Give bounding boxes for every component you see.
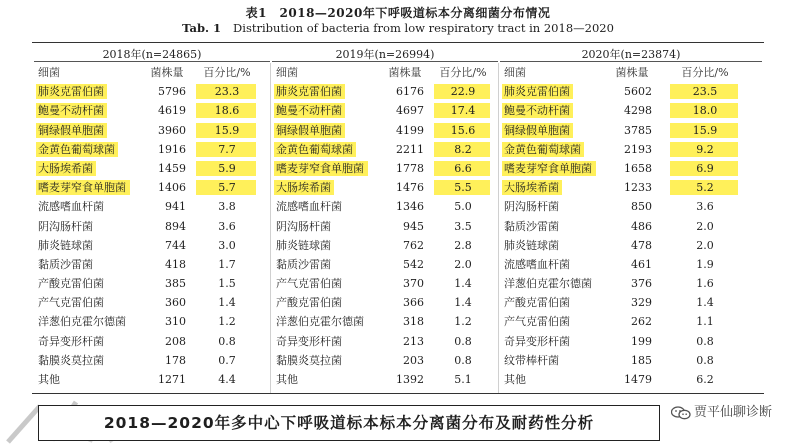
table-row <box>276 101 496 120</box>
strain-count: 4697 <box>396 104 424 118</box>
strain-count: 5602 <box>624 85 652 99</box>
bacteria-name: 产酸克雷伯菌 <box>504 296 570 310</box>
bacteria-name: 产气克雷伯菌 <box>38 296 104 310</box>
strain-count: 199 <box>631 334 652 348</box>
percentage: 0.8 <box>454 353 472 367</box>
strain-count: 5796 <box>158 85 186 99</box>
table-row <box>504 140 762 159</box>
bacteria-name: 大肠埃希菌 <box>38 161 93 175</box>
percentage: 1.1 <box>696 315 714 329</box>
percentage: 15.9 <box>692 123 718 137</box>
percentage: 23.5 <box>692 85 718 99</box>
group-rule-2020 <box>500 61 762 62</box>
table-title-cn: 表1 2018—2020年下呼吸道标本分离细菌分布情况 <box>245 6 551 20</box>
table-row <box>504 236 762 255</box>
strain-count: 418 <box>165 257 186 271</box>
strain-count: 6176 <box>396 85 424 99</box>
table-row <box>38 312 268 331</box>
strain-count: 203 <box>403 353 424 367</box>
table-row <box>38 159 268 178</box>
bacteria-name: 其他 <box>276 373 298 386</box>
table-row <box>504 293 762 312</box>
percentage: 0.8 <box>218 334 236 348</box>
bacteria-name: 铜绿假单胞菌 <box>276 123 342 137</box>
wechat-icon <box>671 406 691 420</box>
strain-count: 486 <box>631 219 652 233</box>
table-row <box>38 178 268 197</box>
table-row <box>38 101 268 120</box>
table-row <box>276 370 496 389</box>
table-row <box>276 255 496 274</box>
percentage: 18.0 <box>692 104 718 118</box>
percentage: 5.0 <box>454 200 472 214</box>
strain-count: 1658 <box>624 161 652 175</box>
percentage: 4.4 <box>218 373 236 386</box>
article-caption: 2018—2020年多中心下呼吸道标本标本分离菌分布及耐药性分析 <box>103 414 595 432</box>
percentage: 1.2 <box>218 315 236 329</box>
bacteria-name: 其他 <box>38 373 60 386</box>
strain-count: 762 <box>403 238 424 252</box>
strain-count: 941 <box>165 200 186 214</box>
bacteria-name: 嗜麦芽窄食单胞菌 <box>38 181 126 195</box>
column-header-bacteria: 细菌 <box>504 66 526 79</box>
bacteria-name: 洋葱伯克霍尔德菌 <box>38 315 126 329</box>
column-header-count: 菌株量 <box>388 66 422 79</box>
table-row <box>504 351 762 370</box>
table-row <box>504 332 762 351</box>
bacteria-name: 黏膜炎莫拉菌 <box>38 353 104 367</box>
bacteria-name: 产气克雷伯菌 <box>504 315 570 329</box>
strain-count: 850 <box>631 200 652 214</box>
bacteria-name: 阴沟肠杆菌 <box>276 219 331 233</box>
strain-count: 185 <box>631 353 652 367</box>
strain-count: 1406 <box>158 181 186 195</box>
group-rule-2018 <box>34 61 270 62</box>
strain-count: 894 <box>165 219 186 233</box>
bacteria-name: 铜绿假单胞菌 <box>38 123 104 137</box>
percentage: 6.6 <box>454 161 472 175</box>
table-row <box>38 370 268 389</box>
strain-count: 1778 <box>396 161 424 175</box>
caption-box <box>38 405 660 441</box>
table-row <box>38 121 268 140</box>
bacteria-name: 黏膜炎莫拉菌 <box>276 353 342 367</box>
bacteria-name: 其他 <box>504 373 526 386</box>
strain-count: 4298 <box>624 104 652 118</box>
table-row <box>504 178 762 197</box>
strain-count: 1346 <box>396 200 424 214</box>
strain-count: 213 <box>403 334 424 348</box>
bacteria-name: 产气克雷伯菌 <box>276 277 342 291</box>
strain-count: 4619 <box>158 104 186 118</box>
table-row <box>38 332 268 351</box>
percentage: 1.4 <box>696 296 714 310</box>
percentage: 3.0 <box>218 238 236 252</box>
percentage: 2.0 <box>454 257 472 271</box>
table-header-row <box>276 63 496 82</box>
table-row <box>38 217 268 236</box>
bacteria-name: 肺炎链球菌 <box>276 238 331 252</box>
table-row <box>276 121 496 140</box>
table-row <box>504 82 762 101</box>
percentage: 2.0 <box>696 238 714 252</box>
strain-count: 262 <box>631 315 652 329</box>
bacteria-name: 阴沟肠杆菌 <box>38 219 93 233</box>
percentage: 3.5 <box>454 219 472 233</box>
percentage: 15.9 <box>214 123 240 137</box>
table-row <box>276 351 496 370</box>
group-heading-2018: 2018年(n=24865) <box>102 48 202 61</box>
bacteria-name: 流感嗜血杆菌 <box>504 257 570 271</box>
column-header-percent: 百分比/% <box>681 66 729 79</box>
table-row <box>38 197 268 216</box>
percentage: 18.6 <box>214 104 240 118</box>
strain-count: 385 <box>165 277 186 291</box>
table-row <box>276 82 496 101</box>
bacteria-name: 阴沟肠杆菌 <box>504 200 559 214</box>
percentage: 0.8 <box>696 334 714 348</box>
table-title-en <box>0 21 796 35</box>
strain-count: 1233 <box>624 181 652 195</box>
percentage: 1.2 <box>454 315 472 329</box>
bacteria-name: 嗜麦芽窄食单胞菌 <box>276 161 364 175</box>
percentage: 5.9 <box>218 161 236 175</box>
table-row <box>276 217 496 236</box>
percentage: 5.1 <box>454 373 472 386</box>
strain-count: 2211 <box>396 142 424 156</box>
bacteria-name: 肺炎克雷伯菌 <box>276 85 342 99</box>
percentage: 3.6 <box>218 219 236 233</box>
bacteria-name: 肺炎链球菌 <box>38 238 93 252</box>
table-title-en-text: Distribution of bacteria from low respiratory tract in 2018—2020 <box>233 21 614 35</box>
percentage: 2.0 <box>696 219 714 233</box>
percentage: 6.9 <box>696 161 714 175</box>
strain-count: 318 <box>403 315 424 329</box>
column-header-count: 菌株量 <box>150 66 184 79</box>
column-header-bacteria: 细菌 <box>38 66 60 79</box>
bacteria-name: 大肠埃希菌 <box>276 181 331 195</box>
percentage: 17.4 <box>450 104 476 118</box>
bacteria-name: 金黄色葡萄球菌 <box>38 142 115 156</box>
table-row <box>276 332 496 351</box>
percentage: 3.8 <box>218 200 236 214</box>
group-heading-2019: 2019年(n=26994) <box>335 48 435 61</box>
bacteria-name: 流感嗜血杆菌 <box>276 200 342 214</box>
bacteria-name: 金黄色葡萄球菌 <box>276 142 353 156</box>
percentage: 0.8 <box>696 353 714 367</box>
strain-count: 3960 <box>158 123 186 137</box>
strain-count: 366 <box>403 296 424 310</box>
strain-count: 2193 <box>624 142 652 156</box>
percentage: 2.8 <box>454 238 472 252</box>
table-header-row <box>504 63 762 82</box>
bacteria-name: 黏质沙雷菌 <box>504 219 559 233</box>
percentage: 1.4 <box>454 296 472 310</box>
strain-count: 4199 <box>396 123 424 137</box>
table-row <box>504 159 762 178</box>
percentage: 1.5 <box>218 277 236 291</box>
column-header-count: 菌株量 <box>615 66 649 79</box>
strain-count: 1916 <box>158 142 186 156</box>
table-row <box>276 274 496 293</box>
strain-count: 1271 <box>158 373 186 386</box>
strain-count: 3785 <box>624 123 652 137</box>
bacteria-name: 鲍曼不动杆菌 <box>276 104 342 118</box>
table-row <box>276 236 496 255</box>
column-divider <box>498 63 499 393</box>
strain-count: 1459 <box>158 161 186 175</box>
table-bottom-rule <box>32 393 764 394</box>
table-row <box>276 178 496 197</box>
table-row <box>38 351 268 370</box>
table-row <box>504 121 762 140</box>
bacteria-name: 奇异变形杆菌 <box>504 334 570 348</box>
strain-count: 1476 <box>396 181 424 195</box>
strain-count: 310 <box>165 315 186 329</box>
percentage: 1.4 <box>454 277 472 291</box>
percentage: 1.9 <box>696 257 714 271</box>
bacteria-name: 嗜麦芽窄食单胞菌 <box>504 161 592 175</box>
percentage: 23.3 <box>214 85 240 99</box>
column-divider <box>270 63 271 393</box>
percentage: 5.5 <box>454 181 472 195</box>
strain-count: 178 <box>165 353 186 367</box>
percentage: 5.2 <box>696 181 714 195</box>
bacteria-name: 大肠埃希菌 <box>504 181 559 195</box>
strain-count: 744 <box>165 238 186 252</box>
strain-count: 542 <box>403 257 424 271</box>
percentage: 9.2 <box>696 142 714 156</box>
bacteria-name: 肺炎克雷伯菌 <box>504 85 570 99</box>
bacteria-name: 鲍曼不动杆菌 <box>38 104 104 118</box>
table-group-2020 <box>504 63 762 389</box>
bacteria-name: 纹带棒杆菌 <box>504 353 559 367</box>
bacteria-name: 洋葱伯克霍尔德菌 <box>276 315 364 329</box>
table-row <box>38 293 268 312</box>
strain-count: 370 <box>403 277 424 291</box>
table-row <box>38 274 268 293</box>
table-row <box>38 82 268 101</box>
bacteria-name: 流感嗜血杆菌 <box>38 200 104 214</box>
percentage: 0.8 <box>454 334 472 348</box>
strain-count: 329 <box>631 296 652 310</box>
strain-count: 1479 <box>624 373 652 386</box>
watermark-text: 贾平仙聊诊断 <box>693 405 772 420</box>
column-header-percent: 百分比/% <box>439 66 487 79</box>
table-row <box>38 255 268 274</box>
table-row <box>504 274 762 293</box>
strain-count: 461 <box>631 257 652 271</box>
table-header-row <box>38 63 268 82</box>
table-row <box>504 255 762 274</box>
bacteria-name: 黏质沙雷菌 <box>38 257 93 271</box>
percentage: 8.2 <box>454 142 472 156</box>
strain-count: 208 <box>165 334 186 348</box>
strain-count: 376 <box>631 277 652 291</box>
bacteria-name: 产酸克雷伯菌 <box>38 277 104 291</box>
table-row <box>276 197 496 216</box>
table-row <box>276 293 496 312</box>
watermark <box>671 402 772 424</box>
percentage: 1.6 <box>696 277 714 291</box>
table-row <box>504 370 762 389</box>
table-top-rule <box>32 42 764 43</box>
table-row <box>276 159 496 178</box>
bacteria-name: 洋葱伯克霍尔德菌 <box>504 277 592 291</box>
bacteria-name: 黏质沙雷菌 <box>276 257 331 271</box>
percentage: 7.7 <box>218 142 236 156</box>
percentage: 1.7 <box>218 257 236 271</box>
bacteria-name: 鲍曼不动杆菌 <box>504 104 570 118</box>
strain-count: 360 <box>165 296 186 310</box>
group-heading-2020: 2020年(n=23874) <box>581 48 681 61</box>
bacteria-name: 产酸克雷伯菌 <box>276 296 342 310</box>
percentage: 5.7 <box>218 181 236 195</box>
percentage: 3.6 <box>696 200 714 214</box>
percentage: 1.4 <box>218 296 236 310</box>
bacteria-name: 肺炎链球菌 <box>504 238 559 252</box>
table-group-2018 <box>38 63 268 389</box>
table-group-2019 <box>276 63 496 389</box>
table-row <box>276 312 496 331</box>
bacteria-name: 金黄色葡萄球菌 <box>504 142 581 156</box>
percentage: 15.6 <box>450 123 476 137</box>
strain-count: 945 <box>403 219 424 233</box>
percentage: 6.2 <box>696 373 714 386</box>
bacteria-name: 奇异变形杆菌 <box>38 334 104 348</box>
table-row <box>504 217 762 236</box>
strain-count: 1392 <box>396 373 424 386</box>
table-row <box>504 101 762 120</box>
column-header-percent: 百分比/% <box>203 66 251 79</box>
percentage: 22.9 <box>450 85 476 99</box>
table-row <box>504 197 762 216</box>
table-row <box>276 140 496 159</box>
bacteria-name: 奇异变形杆菌 <box>276 334 342 348</box>
column-header-bacteria: 细菌 <box>276 66 298 79</box>
bacteria-name: 肺炎克雷伯菌 <box>38 85 104 99</box>
table-row <box>504 312 762 331</box>
table-row <box>38 236 268 255</box>
table-row <box>38 140 268 159</box>
bacteria-name: 铜绿假单胞菌 <box>504 123 570 137</box>
group-rule-2019 <box>272 61 498 62</box>
table-label-en: Tab. 1 <box>182 21 222 35</box>
percentage: 0.7 <box>218 353 236 367</box>
strain-count: 478 <box>631 238 652 252</box>
